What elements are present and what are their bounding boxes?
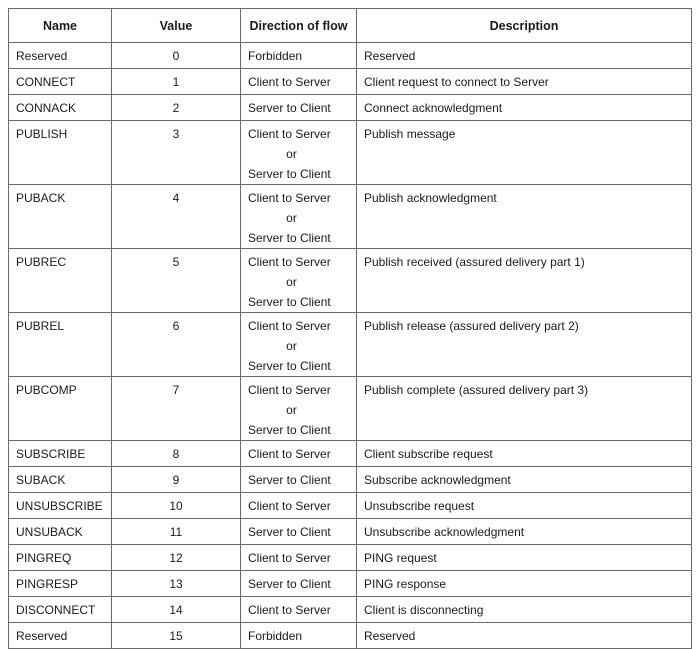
header-value: Value — [112, 9, 241, 43]
cell-direction — [241, 519, 357, 545]
direction-line: or — [286, 339, 297, 353]
cell-direction — [241, 185, 357, 249]
cell-value: 6 — [112, 313, 241, 377]
cell-value: 5 — [112, 249, 241, 313]
cell-direction — [241, 95, 357, 121]
cell-name: PINGREQ — [9, 545, 112, 571]
mqtt-control-packet-table — [8, 8, 692, 649]
direction-line: or — [286, 403, 297, 417]
table-row — [9, 493, 692, 519]
cell-value: 4 — [112, 185, 241, 249]
cell-name: CONNACK — [9, 95, 112, 121]
cell-description: Client request to connect to Server — [357, 69, 692, 95]
table-row — [9, 249, 692, 313]
cell-value: 11 — [112, 519, 241, 545]
cell-description: Publish received (assured delivery part 1) — [357, 249, 692, 313]
direction-line: Client to Server — [248, 499, 331, 513]
table-row — [9, 623, 692, 649]
header-description: Description — [357, 9, 692, 43]
cell-name: PUBLISH — [9, 121, 112, 185]
table-row — [9, 43, 692, 69]
direction-line: Client to Server — [248, 447, 331, 461]
cell-description: Subscribe acknowledgment — [357, 467, 692, 493]
cell-direction — [241, 597, 357, 623]
table-row — [9, 121, 692, 185]
cell-value: 14 — [112, 597, 241, 623]
cell-description: PING request — [357, 545, 692, 571]
cell-direction — [241, 571, 357, 597]
header-name: Name — [9, 9, 112, 43]
cell-value: 1 — [112, 69, 241, 95]
direction-line: Server to Client — [248, 525, 331, 539]
cell-direction — [241, 623, 357, 649]
cell-direction — [241, 545, 357, 571]
cell-description: Reserved — [357, 43, 692, 69]
cell-value: 13 — [112, 571, 241, 597]
direction-line: Forbidden — [248, 629, 303, 643]
table-row — [9, 69, 692, 95]
table-row — [9, 185, 692, 249]
cell-direction — [241, 377, 357, 441]
direction-line: or — [286, 211, 297, 225]
cell-description: Unsubscribe request — [357, 493, 692, 519]
cell-description: Connect acknowledgment — [357, 95, 692, 121]
table-row — [9, 313, 692, 377]
cell-name: UNSUBACK — [9, 519, 112, 545]
cell-description: Publish acknowledgment — [357, 185, 692, 249]
cell-value: 9 — [112, 467, 241, 493]
direction-line: Server to Client — [248, 167, 331, 181]
cell-description: Unsubscribe acknowledgment — [357, 519, 692, 545]
cell-description: Publish complete (assured delivery part 3) — [357, 377, 692, 441]
cell-name: PUBREL — [9, 313, 112, 377]
cell-description: Reserved — [357, 623, 692, 649]
cell-value: 10 — [112, 493, 241, 519]
table-row — [9, 441, 692, 467]
cell-value: 2 — [112, 95, 241, 121]
cell-name: PINGRESP — [9, 571, 112, 597]
cell-name: SUBACK — [9, 467, 112, 493]
table-body — [9, 43, 692, 649]
cell-direction — [241, 249, 357, 313]
direction-line: Server to Client — [248, 359, 331, 373]
cell-name: PUBREC — [9, 249, 112, 313]
direction-line: Server to Client — [248, 101, 331, 115]
header-direction: Direction of flow — [241, 9, 357, 43]
direction-line: Client to Server — [248, 383, 331, 397]
direction-line: Forbidden — [248, 49, 303, 63]
direction-line: Client to Server — [248, 551, 331, 565]
direction-line: Client to Server — [248, 127, 331, 141]
cell-name: PUBACK — [9, 185, 112, 249]
table-row — [9, 467, 692, 493]
cell-value: 8 — [112, 441, 241, 467]
direction-line: Server to Client — [248, 231, 331, 245]
cell-description: Client is disconnecting — [357, 597, 692, 623]
cell-name: Reserved — [9, 43, 112, 69]
cell-name: SUBSCRIBE — [9, 441, 112, 467]
table-header — [9, 9, 692, 43]
direction-line: Server to Client — [248, 423, 331, 437]
cell-direction — [241, 467, 357, 493]
table-row — [9, 571, 692, 597]
cell-name: Reserved — [9, 623, 112, 649]
direction-line: Server to Client — [248, 577, 331, 591]
table-row — [9, 597, 692, 623]
cell-description: Client subscribe request — [357, 441, 692, 467]
cell-value: 15 — [112, 623, 241, 649]
table-row — [9, 377, 692, 441]
direction-line: or — [286, 147, 297, 161]
direction-line: Client to Server — [248, 191, 331, 205]
cell-direction — [241, 43, 357, 69]
direction-line: Client to Server — [248, 75, 331, 89]
table-row — [9, 519, 692, 545]
direction-line: Client to Server — [248, 255, 331, 269]
cell-description: Publish release (assured delivery part 2) — [357, 313, 692, 377]
table-row — [9, 95, 692, 121]
cell-value: 3 — [112, 121, 241, 185]
cell-name: CONNECT — [9, 69, 112, 95]
direction-line: Client to Server — [248, 319, 331, 333]
direction-line: Server to Client — [248, 473, 331, 487]
cell-value: 7 — [112, 377, 241, 441]
cell-value: 0 — [112, 43, 241, 69]
cell-direction — [241, 69, 357, 95]
table-row — [9, 545, 692, 571]
direction-line: or — [286, 275, 297, 289]
cell-name: DISCONNECT — [9, 597, 112, 623]
cell-name: UNSUBSCRIBE — [9, 493, 112, 519]
cell-direction — [241, 121, 357, 185]
cell-description: Publish message — [357, 121, 692, 185]
cell-direction — [241, 493, 357, 519]
direction-line: Server to Client — [248, 295, 331, 309]
cell-direction — [241, 441, 357, 467]
cell-name: PUBCOMP — [9, 377, 112, 441]
header-row — [9, 9, 692, 43]
direction-line: Client to Server — [248, 603, 331, 617]
cell-value: 12 — [112, 545, 241, 571]
cell-direction — [241, 313, 357, 377]
cell-description: PING response — [357, 571, 692, 597]
